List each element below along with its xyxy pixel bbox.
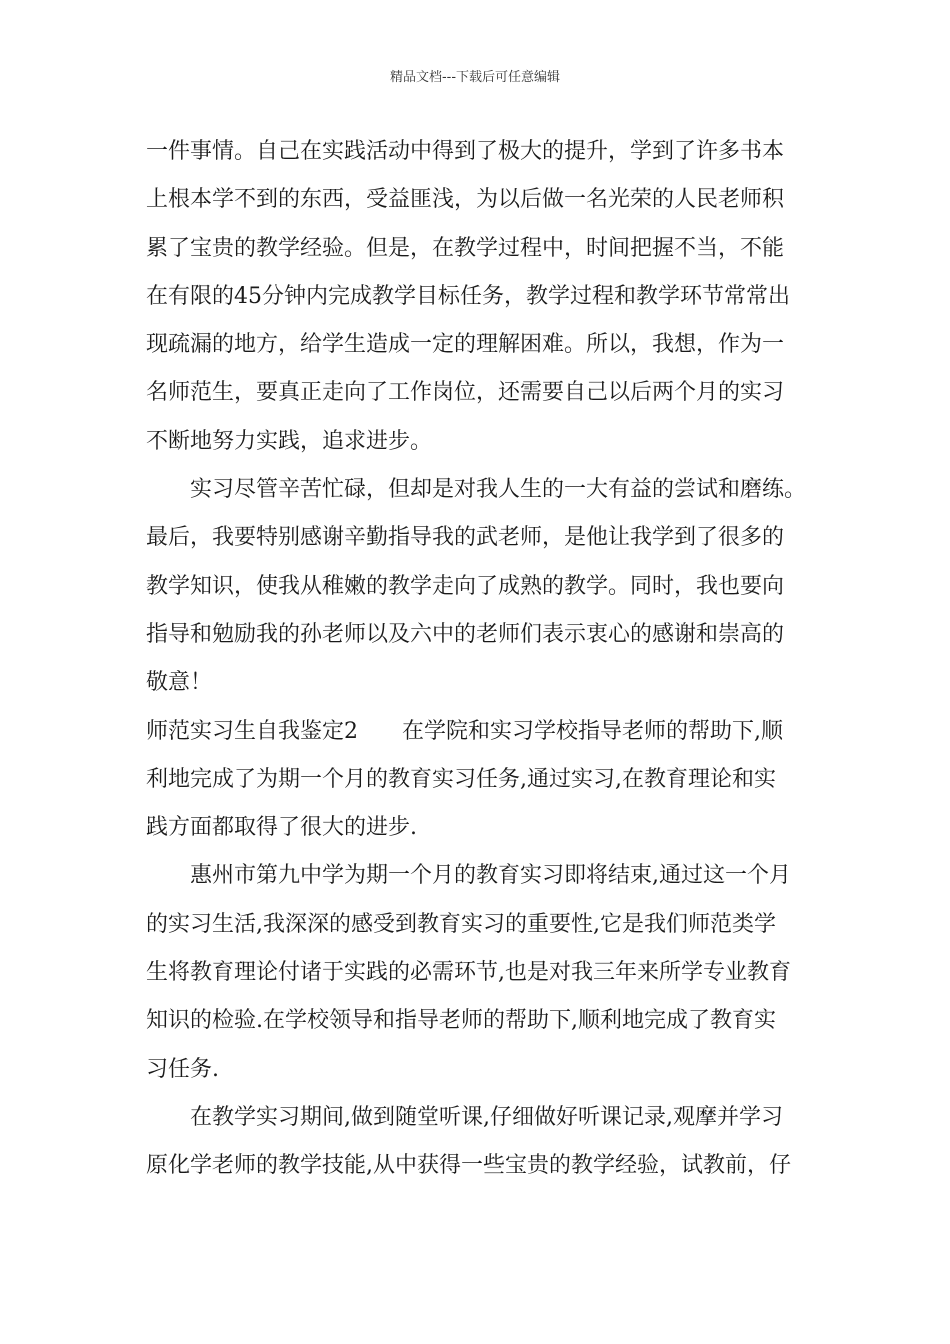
text-line: 习任务. [146, 1056, 219, 1082]
section-title-line: 师范实习生自我鉴定2 在学院和实习学校指导老师的帮助下,顺 [146, 718, 783, 744]
text-line: 生将教育理论付诸于实践的必需环节,也是对我三年来所学专业教育 [146, 960, 791, 986]
text-line: 教学知识，使我从稚嫩的教学走向了成熟的教学。同时，我也要向 [146, 573, 785, 599]
text-line: 指导和勉励我的孙老师以及六中的老师们表示衷心的感谢和崇高的 [146, 621, 785, 647]
paragraph-start-line: 惠州市第九中学为期一个月的教育实习即将结束,通过这一个月 [190, 863, 791, 889]
text-line: 不断地努力实践，追求进步。 [146, 428, 433, 454]
page-header: 精品文档---下载后可任意编辑 [389, 70, 561, 85]
text-line: 上根本学不到的东西，受益匪浅，为以后做一名光荣的人民老师积 [146, 187, 785, 213]
text-line: 累了宝贵的教学经验。但是，在教学过程中，时间把握不当，不能 [146, 235, 785, 261]
document-body [146, 136, 826, 1199]
text-line: 名师范生，要真正走向了工作岗位，还需要自己以后两个月的实习 [146, 380, 785, 406]
text-line: 在有限的45分钟内完成教学目标任务，教学过程和教学环节常常出 [146, 283, 790, 309]
text-line: 一件事情。自己在实践活动中得到了极大的提升，学到了许多书本 [146, 139, 785, 164]
paragraph-start-line: 在教学实习期间,做到随堂听课,仔细做好听课记录,观摩并学习 [190, 1104, 783, 1130]
text-line: 的实习生活,我深深的感受到教育实习的重要性,它是我们师范类学 [146, 911, 776, 937]
paragraph-start-line: 实习尽管辛苦忙碌，但却是对我人生的一大有益的尝试和磨练。 [190, 477, 807, 503]
text-line: 原化学老师的教学技能,从中获得一些宝贵的教学经验，试教前，仔 [146, 1153, 791, 1179]
text-line: 现疏漏的地方，给学生造成一定的理解困难。所以，我想，作为一 [146, 332, 785, 358]
text-line: 利地完成了为期一个月的教育实习任务,通过实习,在教育理论和实 [146, 766, 776, 792]
text-line: 知识的检验.在学校领导和指导老师的帮助下,顺利地完成了教育实 [146, 1008, 776, 1034]
text-line: 最后，我要特别感谢辛勤指导我的武老师，是他让我学到了很多的 [146, 525, 785, 551]
text-line: 践方面都取得了很大的进步. [146, 815, 417, 841]
text-line: 敬意！ [146, 670, 213, 696]
